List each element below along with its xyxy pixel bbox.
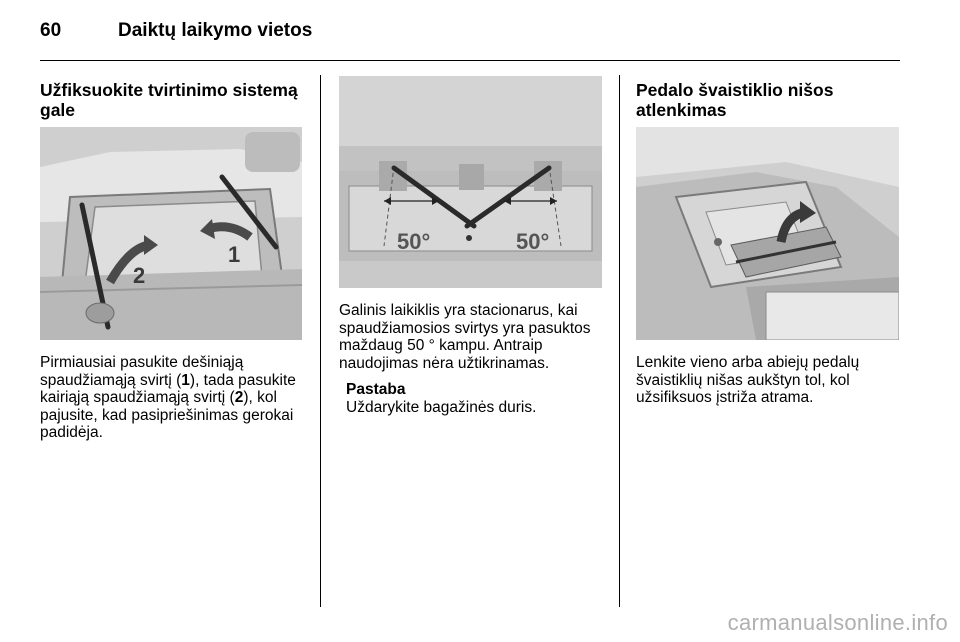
column-divider-left bbox=[320, 75, 321, 607]
page-number: 60 bbox=[40, 20, 62, 41]
section-heading-pedal-niche: Pedalo švaistiklio nišos atlenkimas bbox=[636, 80, 834, 120]
paragraph-stationary: Galinis laikiklis yra stacionarus, kai spaudžiamosios svirtys yra pasuktos maždaug 50 ° kampu. Antraip naudojimas nėra užtikrinamas. bbox=[339, 302, 591, 372]
note-label: Pastaba bbox=[346, 381, 406, 398]
paragraph-lever-instructions bbox=[40, 354, 308, 442]
paragraph-pedal-niche: Lenkite vieno arba abiejų pedalų švaistiklių nišas aukštyn tol, kol užsifiksuos įstriža atrama. bbox=[636, 354, 860, 406]
figure-pedal-niche bbox=[636, 127, 899, 340]
section-heading-rear-lock: Užfiksuokite tvirtinimo sistemą gale bbox=[40, 80, 298, 120]
lever-ref-2: 2 bbox=[234, 389, 244, 406]
note-text: Uždarykite bagažinės duris. bbox=[346, 398, 537, 416]
note-block bbox=[346, 381, 606, 416]
column-divider-right bbox=[619, 75, 620, 607]
callout-1: 1 bbox=[228, 242, 241, 267]
paragraph-part: ), tada pasukite kairiąją spaudžiamąją svirtį ( bbox=[40, 371, 296, 406]
angle-label-left: 50° bbox=[397, 229, 431, 254]
lever-ref-1: 1 bbox=[181, 371, 190, 389]
figure-lever-rotation bbox=[40, 127, 302, 340]
paragraph-part: Pirmiausiai pasukite dešiniąją spaudžiamąją svirtį ( bbox=[40, 354, 244, 389]
callout-2: 2 bbox=[133, 263, 146, 288]
figure-lever-angle bbox=[339, 76, 602, 288]
angle-label-right: 50° bbox=[516, 229, 550, 254]
footer-watermark: carmanualsonline.info bbox=[727, 610, 948, 635]
header-rule bbox=[40, 60, 900, 61]
page-title: Daiktų laikymo vietos bbox=[118, 20, 313, 41]
paragraph-part: ), kol pajusite, kad pasipriešinimas gerokai padidėja. bbox=[40, 389, 294, 441]
